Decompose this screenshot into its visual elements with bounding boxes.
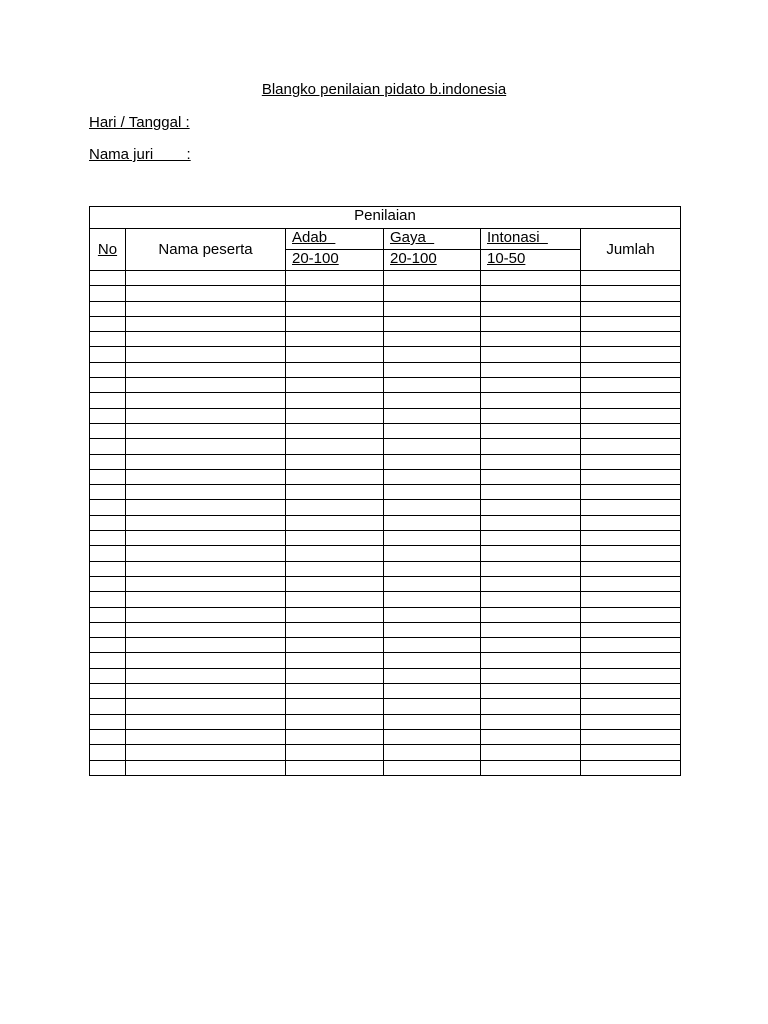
cell-adab — [286, 699, 384, 714]
cell-no — [90, 286, 126, 301]
cell-jumlah — [581, 729, 681, 744]
cell-adab — [286, 668, 384, 683]
cell-no — [90, 531, 126, 546]
cell-nama-peserta — [126, 592, 286, 607]
cell-nama-peserta — [126, 531, 286, 546]
cell-jumlah — [581, 561, 681, 576]
cell-no — [90, 576, 126, 591]
cell-intonasi — [481, 286, 581, 301]
cell-no — [90, 393, 126, 408]
cell-no — [90, 301, 126, 316]
header-intonasi: Intonasi — [481, 229, 581, 250]
cell-no — [90, 745, 126, 760]
table-row — [90, 729, 681, 744]
cell-intonasi — [481, 592, 581, 607]
cell-gaya — [384, 653, 481, 668]
cell-adab — [286, 332, 384, 347]
cell-nama-peserta — [126, 332, 286, 347]
cell-gaya — [384, 531, 481, 546]
cell-no — [90, 439, 126, 454]
cell-intonasi — [481, 454, 581, 469]
cell-intonasi — [481, 316, 581, 331]
cell-adab — [286, 745, 384, 760]
table-row — [90, 531, 681, 546]
table-row — [90, 362, 681, 377]
cell-intonasi — [481, 439, 581, 454]
table-row — [90, 271, 681, 286]
cell-adab — [286, 301, 384, 316]
cell-no — [90, 653, 126, 668]
header-gaya: Gaya — [384, 229, 481, 250]
table-row — [90, 393, 681, 408]
header-no-label: No — [97, 240, 118, 258]
cell-jumlah — [581, 592, 681, 607]
cell-gaya — [384, 485, 481, 500]
cell-jumlah — [581, 653, 681, 668]
cell-jumlah — [581, 439, 681, 454]
cell-jumlah — [581, 622, 681, 637]
cell-intonasi — [481, 531, 581, 546]
table-row — [90, 408, 681, 423]
cell-nama-peserta — [126, 622, 286, 637]
cell-intonasi — [481, 638, 581, 653]
cell-nama-peserta — [126, 729, 286, 744]
table-row — [90, 760, 681, 775]
cell-jumlah — [581, 745, 681, 760]
cell-no — [90, 607, 126, 622]
header-no — [90, 229, 126, 271]
cell-jumlah — [581, 332, 681, 347]
cell-adab — [286, 454, 384, 469]
table-row — [90, 301, 681, 316]
cell-adab — [286, 485, 384, 500]
range-gaya: 20-100 — [384, 250, 481, 271]
cell-adab — [286, 423, 384, 438]
header-jumlah: Jumlah — [581, 229, 681, 271]
cell-jumlah — [581, 362, 681, 377]
cell-no — [90, 622, 126, 637]
cell-gaya — [384, 699, 481, 714]
cell-jumlah — [581, 684, 681, 699]
cell-adab — [286, 347, 384, 362]
cell-jumlah — [581, 271, 681, 286]
cell-adab — [286, 607, 384, 622]
cell-adab — [286, 684, 384, 699]
cell-no — [90, 454, 126, 469]
cell-nama-peserta — [126, 500, 286, 515]
cell-jumlah — [581, 454, 681, 469]
cell-no — [90, 592, 126, 607]
nama-juri-label: Nama juri : — [89, 146, 191, 163]
table-row — [90, 469, 681, 484]
cell-jumlah — [581, 699, 681, 714]
cell-jumlah — [581, 301, 681, 316]
table-row — [90, 684, 681, 699]
table-row — [90, 592, 681, 607]
cell-adab — [286, 500, 384, 515]
cell-no — [90, 469, 126, 484]
cell-nama-peserta — [126, 714, 286, 729]
cell-adab — [286, 439, 384, 454]
cell-intonasi — [481, 378, 581, 393]
cell-intonasi — [481, 362, 581, 377]
table-row — [90, 515, 681, 530]
table-row — [90, 347, 681, 362]
cell-adab — [286, 729, 384, 744]
cell-nama-peserta — [126, 454, 286, 469]
table-row — [90, 745, 681, 760]
table-row — [90, 500, 681, 515]
penilaian-header: Penilaian — [90, 207, 681, 229]
cell-adab — [286, 362, 384, 377]
cell-intonasi — [481, 607, 581, 622]
cell-adab — [286, 271, 384, 286]
cell-no — [90, 271, 126, 286]
cell-gaya — [384, 362, 481, 377]
cell-no — [90, 714, 126, 729]
cell-gaya — [384, 515, 481, 530]
range-adab: 20-100 — [286, 250, 384, 271]
cell-gaya — [384, 668, 481, 683]
cell-gaya — [384, 408, 481, 423]
cell-gaya — [384, 561, 481, 576]
table-row — [90, 439, 681, 454]
cell-adab — [286, 653, 384, 668]
cell-no — [90, 684, 126, 699]
cell-no — [90, 729, 126, 744]
cell-adab — [286, 393, 384, 408]
cell-nama-peserta — [126, 347, 286, 362]
cell-intonasi — [481, 393, 581, 408]
cell-no — [90, 316, 126, 331]
cell-nama-peserta — [126, 576, 286, 591]
cell-no — [90, 561, 126, 576]
cell-nama-peserta — [126, 745, 286, 760]
cell-nama-peserta — [126, 378, 286, 393]
table-row — [90, 699, 681, 714]
cell-nama-peserta — [126, 408, 286, 423]
cell-nama-peserta — [126, 653, 286, 668]
cell-intonasi — [481, 347, 581, 362]
table-row — [90, 638, 681, 653]
cell-gaya — [384, 500, 481, 515]
cell-gaya — [384, 347, 481, 362]
cell-nama-peserta — [126, 286, 286, 301]
table-row — [90, 622, 681, 637]
table-row — [90, 332, 681, 347]
cell-gaya — [384, 592, 481, 607]
cell-gaya — [384, 286, 481, 301]
cell-intonasi — [481, 729, 581, 744]
cell-intonasi — [481, 301, 581, 316]
cell-gaya — [384, 622, 481, 637]
cell-adab — [286, 408, 384, 423]
cell-jumlah — [581, 546, 681, 561]
table-row — [90, 485, 681, 500]
cell-adab — [286, 576, 384, 591]
cell-gaya — [384, 439, 481, 454]
cell-gaya — [384, 393, 481, 408]
cell-adab — [286, 378, 384, 393]
cell-adab — [286, 638, 384, 653]
header-nama-peserta: Nama peserta — [126, 229, 286, 271]
cell-jumlah — [581, 347, 681, 362]
table-row — [90, 668, 681, 683]
table-row — [90, 546, 681, 561]
cell-intonasi — [481, 760, 581, 775]
cell-jumlah — [581, 423, 681, 438]
cell-no — [90, 423, 126, 438]
table-row — [90, 607, 681, 622]
cell-intonasi — [481, 668, 581, 683]
cell-jumlah — [581, 408, 681, 423]
cell-no — [90, 378, 126, 393]
cell-gaya — [384, 332, 481, 347]
cell-gaya — [384, 423, 481, 438]
cell-jumlah — [581, 668, 681, 683]
cell-gaya — [384, 316, 481, 331]
range-intonasi: 10-50 — [481, 250, 581, 271]
cell-no — [90, 500, 126, 515]
cell-jumlah — [581, 607, 681, 622]
cell-intonasi — [481, 546, 581, 561]
cell-no — [90, 362, 126, 377]
table-row — [90, 316, 681, 331]
cell-jumlah — [581, 316, 681, 331]
cell-nama-peserta — [126, 439, 286, 454]
cell-jumlah — [581, 485, 681, 500]
cell-no — [90, 668, 126, 683]
cell-adab — [286, 531, 384, 546]
cell-jumlah — [581, 500, 681, 515]
cell-jumlah — [581, 378, 681, 393]
hari-tanggal-label: Hari / Tanggal : — [89, 114, 190, 131]
cell-intonasi — [481, 500, 581, 515]
cell-adab — [286, 469, 384, 484]
header-adab: Adab — [286, 229, 384, 250]
cell-adab — [286, 714, 384, 729]
cell-intonasi — [481, 271, 581, 286]
cell-nama-peserta — [126, 362, 286, 377]
cell-no — [90, 515, 126, 530]
cell-jumlah — [581, 393, 681, 408]
assessment-table — [89, 206, 681, 776]
cell-nama-peserta — [126, 469, 286, 484]
cell-gaya — [384, 745, 481, 760]
cell-gaya — [384, 607, 481, 622]
table-row — [90, 286, 681, 301]
cell-nama-peserta — [126, 684, 286, 699]
cell-gaya — [384, 378, 481, 393]
cell-jumlah — [581, 515, 681, 530]
cell-intonasi — [481, 714, 581, 729]
cell-no — [90, 347, 126, 362]
cell-intonasi — [481, 408, 581, 423]
cell-no — [90, 332, 126, 347]
cell-gaya — [384, 271, 481, 286]
cell-nama-peserta — [126, 546, 286, 561]
cell-intonasi — [481, 622, 581, 637]
cell-gaya — [384, 729, 481, 744]
cell-nama-peserta — [126, 393, 286, 408]
cell-adab — [286, 592, 384, 607]
cell-nama-peserta — [126, 271, 286, 286]
cell-intonasi — [481, 332, 581, 347]
cell-jumlah — [581, 531, 681, 546]
table-row — [90, 423, 681, 438]
cell-intonasi — [481, 485, 581, 500]
table-header-row — [90, 229, 681, 250]
table-row — [90, 576, 681, 591]
table-group-header-row — [90, 207, 681, 229]
cell-jumlah — [581, 760, 681, 775]
cell-adab — [286, 760, 384, 775]
cell-intonasi — [481, 684, 581, 699]
cell-jumlah — [581, 576, 681, 591]
cell-nama-peserta — [126, 607, 286, 622]
cell-gaya — [384, 638, 481, 653]
cell-no — [90, 760, 126, 775]
cell-gaya — [384, 684, 481, 699]
cell-gaya — [384, 469, 481, 484]
cell-gaya — [384, 714, 481, 729]
cell-jumlah — [581, 469, 681, 484]
cell-adab — [286, 316, 384, 331]
cell-nama-peserta — [126, 699, 286, 714]
cell-gaya — [384, 546, 481, 561]
cell-no — [90, 699, 126, 714]
cell-intonasi — [481, 576, 581, 591]
cell-no — [90, 638, 126, 653]
table-row — [90, 561, 681, 576]
table-row — [90, 653, 681, 668]
cell-nama-peserta — [126, 515, 286, 530]
cell-nama-peserta — [126, 485, 286, 500]
cell-no — [90, 546, 126, 561]
cell-adab — [286, 622, 384, 637]
cell-intonasi — [481, 469, 581, 484]
cell-intonasi — [481, 561, 581, 576]
cell-jumlah — [581, 286, 681, 301]
document-title: Blangko penilaian pidato b.indonesia — [261, 81, 507, 98]
cell-nama-peserta — [126, 760, 286, 775]
cell-adab — [286, 561, 384, 576]
cell-no — [90, 408, 126, 423]
cell-jumlah — [581, 638, 681, 653]
table-row — [90, 714, 681, 729]
cell-intonasi — [481, 745, 581, 760]
cell-gaya — [384, 576, 481, 591]
cell-nama-peserta — [126, 638, 286, 653]
cell-nama-peserta — [126, 316, 286, 331]
cell-adab — [286, 286, 384, 301]
cell-adab — [286, 546, 384, 561]
table-row — [90, 454, 681, 469]
cell-adab — [286, 515, 384, 530]
cell-gaya — [384, 301, 481, 316]
cell-no — [90, 485, 126, 500]
cell-gaya — [384, 454, 481, 469]
cell-intonasi — [481, 423, 581, 438]
cell-intonasi — [481, 515, 581, 530]
cell-nama-peserta — [126, 301, 286, 316]
cell-intonasi — [481, 653, 581, 668]
cell-nama-peserta — [126, 668, 286, 683]
table-row — [90, 378, 681, 393]
cell-nama-peserta — [126, 423, 286, 438]
cell-intonasi — [481, 699, 581, 714]
cell-nama-peserta — [126, 561, 286, 576]
cell-jumlah — [581, 714, 681, 729]
cell-gaya — [384, 760, 481, 775]
